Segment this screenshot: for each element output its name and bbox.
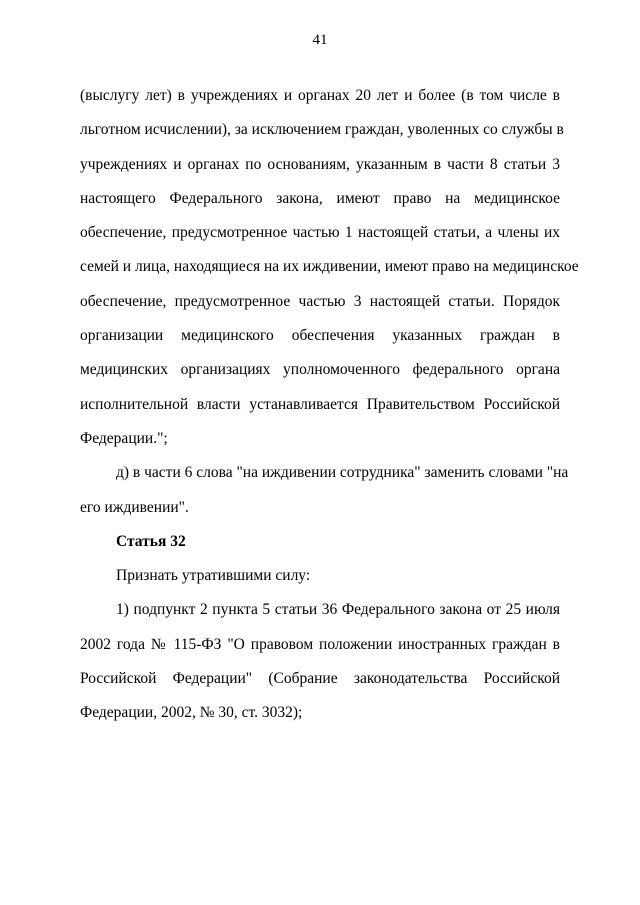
paragraph: [80, 559, 560, 593]
text-line: 1) подпункт 2 пункта 5 статьи 36 Федерального закона от 25 июля: [116, 601, 560, 619]
text-line: Российской Федерации" (Собрание законодательства Российской: [80, 670, 560, 688]
text-line: его иждивении".: [80, 498, 189, 516]
text-line: медицинских организациях уполномоченного федерального органа: [80, 361, 560, 379]
text-line: обеспечение, предусмотренное частью 3 настоящей статьи. Порядок: [80, 292, 560, 310]
page-number: 41: [312, 32, 328, 48]
text-line: обеспечение, предусмотренное частью 1 настоящей статьи, а члены их: [80, 224, 560, 242]
paragraph: [80, 593, 560, 730]
article-heading: [80, 525, 560, 559]
article-title: Статья 32: [116, 532, 186, 550]
text-line: исполнительной власти устанавливается Правительством Российской: [80, 395, 560, 413]
text-line: организации медицинского обеспечения указанных граждан в: [80, 327, 560, 345]
text-line: семей и лица, находящиеся на их иждивении, имеют право на медицинское: [80, 258, 579, 276]
text-line: Федерации.";: [80, 429, 168, 447]
paragraph: [80, 456, 569, 525]
paragraph: [80, 79, 579, 456]
text-line: Признать утратившими силу:: [116, 567, 311, 585]
text-line: Федерации, 2002, № 30, ст. 3032);: [80, 704, 303, 722]
text-line: (выслугу лет) в учреждениях и органах 20 лет и более (в том числе в: [80, 87, 560, 104]
text-line: льготном исчислении), за исключением граждан, уволенных со службы в: [80, 121, 564, 139]
text-line: д) в части 6 слова "на иждивении сотрудника" заменить словами "на: [116, 464, 569, 482]
document-body: [80, 79, 579, 731]
text-line: учреждениях и органах по основаниям, указанным в части 8 статьи 3: [80, 155, 560, 173]
text-line: настоящего Федерального закона, имеют право на медицинское: [80, 189, 560, 207]
text-line: 2002 года № 115-ФЗ "О правовом положении иностранных граждан в: [80, 635, 560, 653]
